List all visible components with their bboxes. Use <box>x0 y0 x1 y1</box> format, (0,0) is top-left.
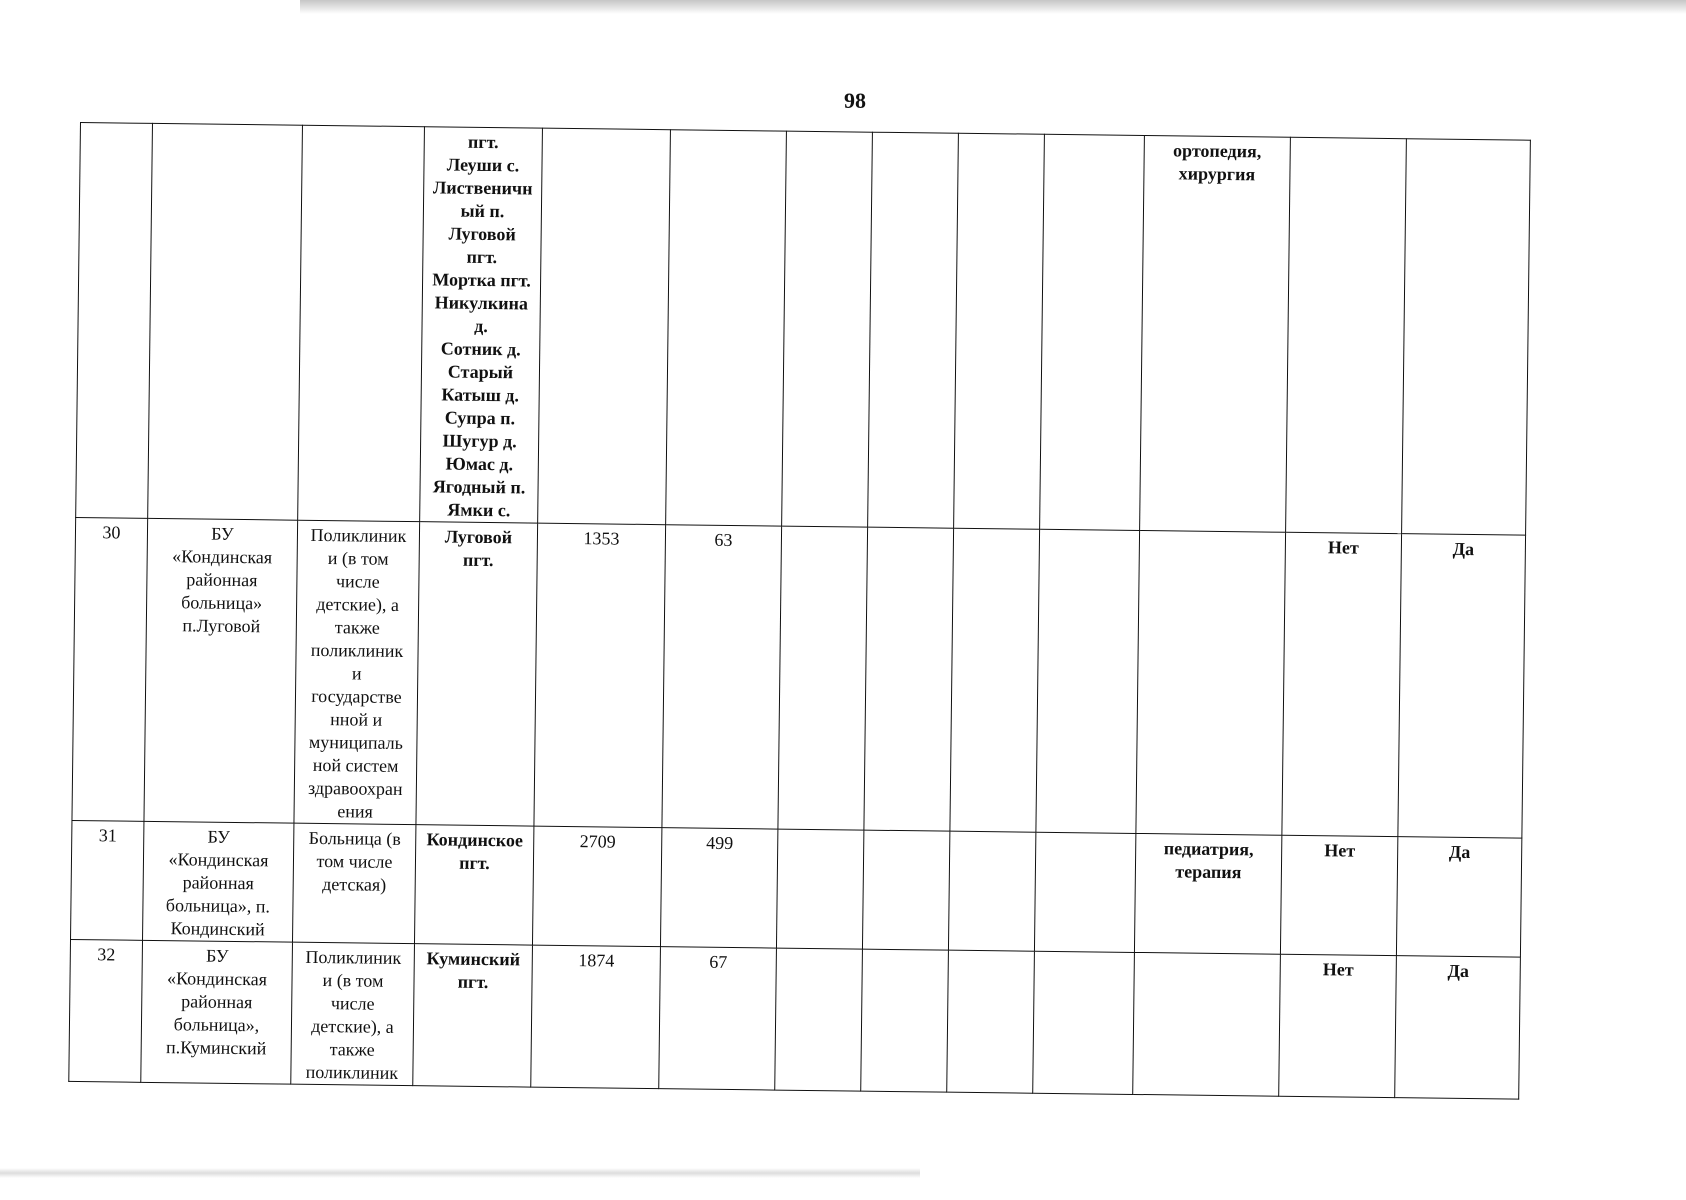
cell-c7 <box>775 948 863 1091</box>
scan-edge-top <box>300 0 1686 14</box>
cell-c9 <box>954 133 1045 529</box>
cell-c7 <box>782 131 873 527</box>
table-row <box>69 939 1521 1099</box>
cell-org <box>148 123 303 520</box>
cell-c8 <box>868 132 959 528</box>
scan-edge-bottom <box>0 1168 920 1178</box>
cell-settlements: Луговой пгт. <box>416 522 538 826</box>
cell-c9 <box>950 528 1040 832</box>
cell-c10 <box>1036 529 1140 833</box>
cell-org: БУ «Кондинская районная больница», п.Куминский <box>141 940 293 1084</box>
cell-c10 <box>1033 951 1135 1094</box>
cell-c13: Да <box>1398 534 1526 838</box>
cell-c7 <box>778 526 868 830</box>
page-number: 98 <box>844 88 866 113</box>
cell-org: БУ «Кондинская районная больница», п. Кондинский <box>143 821 294 942</box>
cell-c6: 499 <box>660 828 777 948</box>
cell-profile: ортопедия, хирургия <box>1140 136 1291 533</box>
cell-num: 32 <box>69 939 143 1082</box>
table-row <box>71 820 1522 957</box>
cell-c10 <box>1034 832 1135 952</box>
table-row <box>72 517 1526 838</box>
cell-c12: Нет <box>1280 835 1397 955</box>
cell-settlements: пгт. Леуши с. Лиственичн ый п. Луговой пгт. Мортка пгт. Никулкина д. Сотник д. Старый Катыш д. Супра п. Шугур д. Юмас д. Ягодный п. Ямки с. <box>420 127 543 523</box>
cell-c10 <box>1040 134 1145 530</box>
cell-c8 <box>864 527 954 831</box>
cell-settlements: Кондинское пгт. <box>414 825 533 945</box>
cell-c9 <box>948 831 1035 951</box>
cell-c12: Нет <box>1279 954 1397 1097</box>
cell-c8 <box>862 830 949 950</box>
cell-profile <box>1133 952 1281 1096</box>
table-row <box>76 123 1531 536</box>
cell-c5: 1353 <box>534 523 666 828</box>
cell-type: Больница (в том числе детская) <box>292 823 415 943</box>
cell-num: 31 <box>71 820 144 940</box>
cell-c5 <box>538 128 671 525</box>
cell-c8 <box>861 949 949 1092</box>
cell-c7 <box>776 829 863 949</box>
cell-type: Поликлиник и (в том числе детские), а также поликлиник <box>291 942 415 1085</box>
table-container <box>68 122 1531 1100</box>
cell-c13 <box>1402 139 1531 535</box>
cell-settlements: Куминский пгт. <box>413 944 533 1087</box>
cell-profile <box>1136 530 1286 835</box>
cell-c5: 1874 <box>531 945 661 1089</box>
cell-type: Поликлиник и (в том числе детские), а также поликлиник и государстве нной и муниципаль ной систем здравоохран ения <box>294 520 420 824</box>
cell-c12: Нет <box>1282 532 1402 836</box>
cell-type <box>298 125 425 521</box>
cell-org: БУ «Кондинская районная больница» п.Луговой <box>144 518 298 823</box>
cell-num <box>76 123 153 519</box>
cell-c6: 63 <box>662 525 782 829</box>
cell-c13: Да <box>1395 956 1521 1100</box>
cell-c6 <box>666 130 787 526</box>
cell-num: 30 <box>72 517 148 821</box>
cell-c9 <box>947 950 1035 1093</box>
cell-c5: 2709 <box>532 826 661 947</box>
cell-c13: Да <box>1396 837 1521 958</box>
facilities-table <box>68 122 1531 1100</box>
cell-c6: 67 <box>659 947 777 1090</box>
cell-c12 <box>1286 137 1407 533</box>
cell-profile: педиатрия, терапия <box>1134 833 1281 954</box>
